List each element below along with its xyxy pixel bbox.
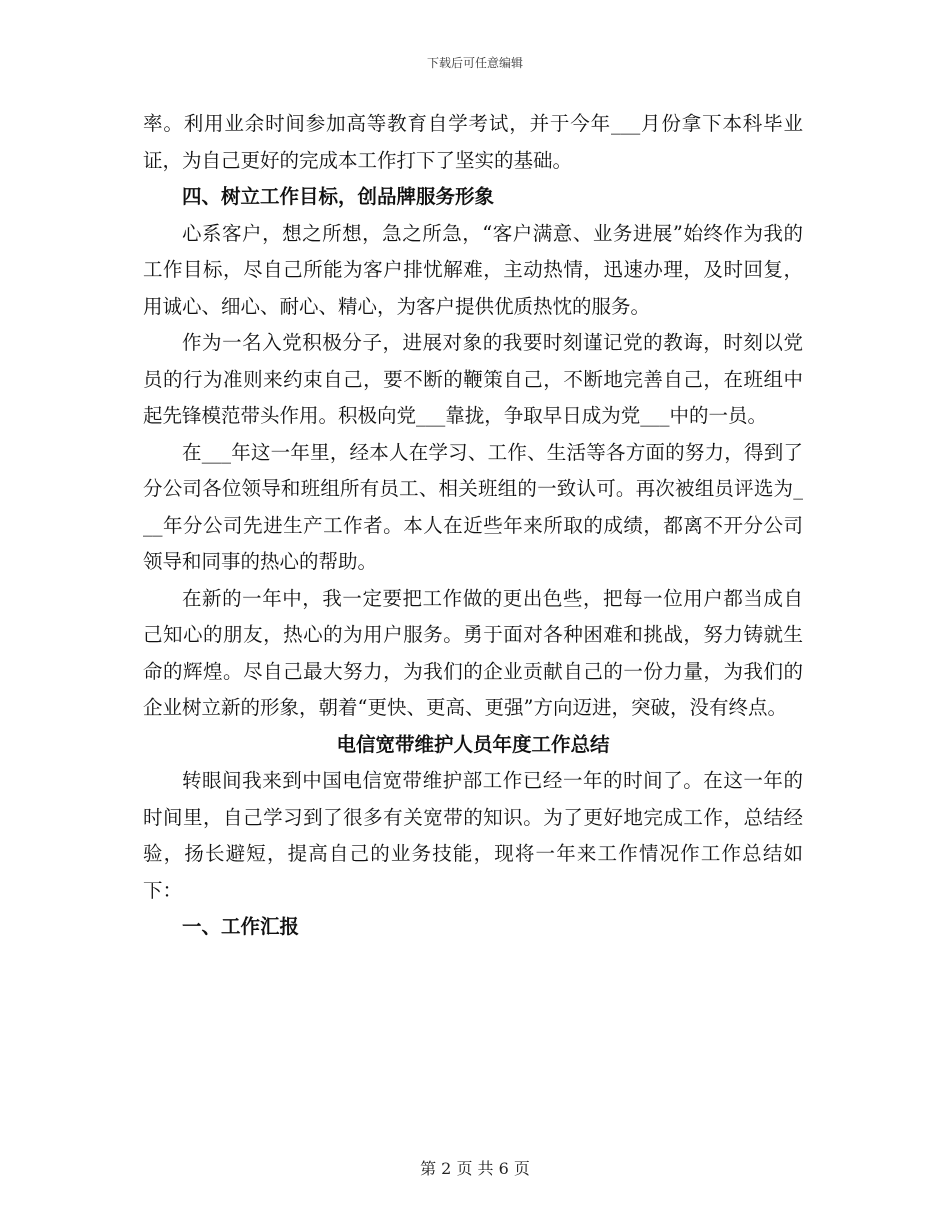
paragraph-continued: 率。利用业余时间参加高等教育自学考试，并于今年___月份拿下本科毕业证，为自己更好的完成本工作打下了坚实的基础。 [143,112,803,172]
section-heading-four: 四、树立工作目标，创品牌服务形象 [182,185,495,208]
paragraph-introduction: 转眼间我来到中国电信宽带维护部工作已经一年的时间了。在这一年的时间里，自己学习到了很多有关宽带的知识。为了更好地完成工作，总结经验，扬长避短，提高自己的业务技能，现将一年来工作情况作工作总结如下： [143,769,803,902]
paragraph-party-activist: 作为一名入党积极分子，进展对象的我要时刻谨记党的教诲，时刻以党员的行为准则来约束自己，要不断的鞭策自己，不断地完善自己，在班组中起先锋模范带头作用。积极向党___靠拢，争取早日成为党___中的一员。 [143,331,803,427]
paragraph-year-achievements: 在___年这一年里，经本人在学习、工作、生活等各方面的努力，得到了分公司各位领导和班组所有员工、相关班组的一致认可。再次被组员评选为___年分公司先进生产工作者。本人在近些年来所取的成绩，都离不开分公司领导和同事的热心的帮助。 [143,440,803,573]
page-number: 第 2 页 共 6 页 [420,1159,530,1178]
document-body [143,106,803,946]
section-heading-one: 一、工作汇报 [182,915,300,938]
paragraph-customer-service: 心系客户，想之所想，急之所急，“客户满意、业务进展”始终作为我的工作目标，尽自己所能为客户排忧解难，主动热情，迅速办理，及时回复，用诚心、细心、耐心、精心，为客户提供优质热忱的服务。 [143,221,803,318]
paragraph-new-year-goals: 在新的一年中，我一定要把工作做的更出色些，把每一位用户都当成自己知心的朋友，热心的为用户服务。勇于面对各种困难和挑战，努力铸就生命的辉煌。尽自己最大努力，为我们的企业贡献自己的一份力量，为我们的企业树立新的形象，朝着“更快、更高、更强”方向迈进，突破，没有终点。 [143,586,803,719]
document-title: 电信宽带维护人员年度工作总结 [336,732,610,756]
page-header-note: 下载后可任意编辑 [426,56,523,70]
